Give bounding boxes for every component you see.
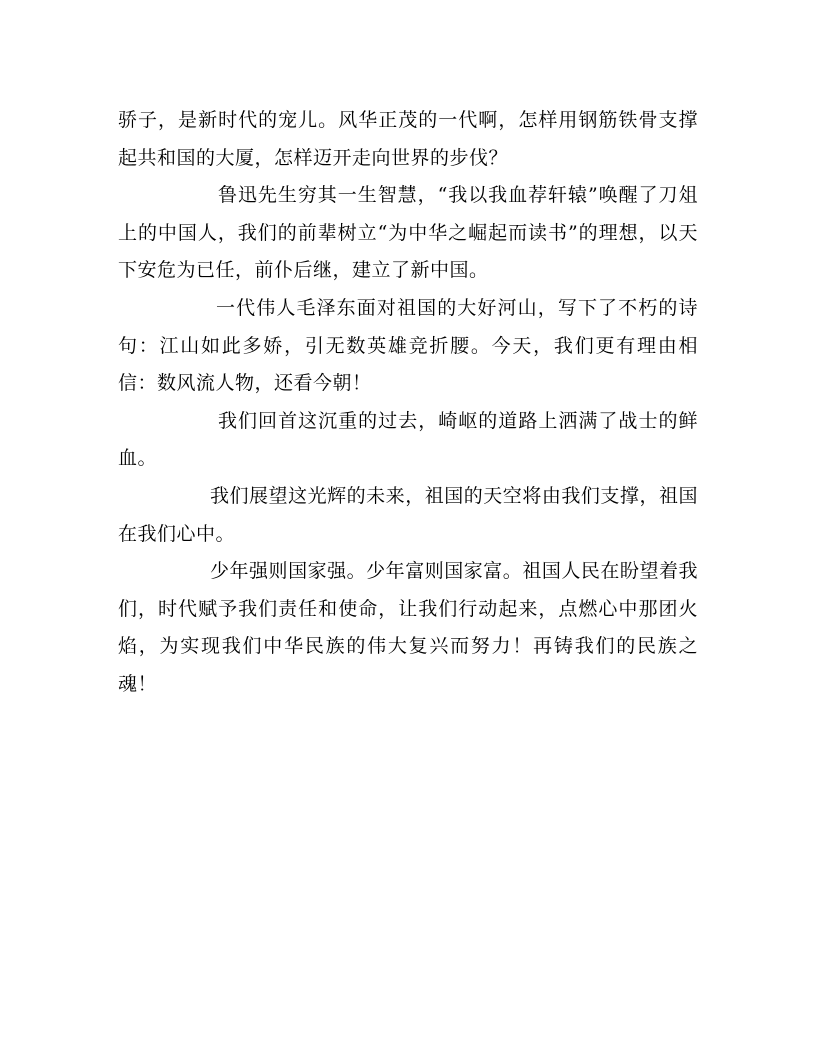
body-text — [118, 102, 698, 704]
paragraph-1: 骄子，是新时代的宠儿。风华正茂的一代啊，怎样用钢筋铁骨支撑起共和国的大厦，怎样迈开走向世界的步伐？ — [118, 109, 698, 169]
paragraph-5: 我们展望这光辉的未来，祖国的天空将由我们支撑，祖国在我们心中。 — [118, 484, 698, 545]
paragraph-3: 一代伟人毛泽东面对祖国的大好河山，写下了不朽的诗句：江山如此多娇，引无数英雄竞折腰。今天，我们更有理由相信：数风流人物，还看今朝！ — [118, 296, 698, 395]
paragraph-4: 我们回首这沉重的过去，崎岖的道路上洒满了战士的鲜血。 — [118, 409, 698, 470]
paragraph-6: 少年强则国家强。少年富则国家富。祖国人民在盼望着我们，时代赋予我们责任和使命，让我们行动起来，点燃心中那团火焰，为实现我们中华民族的伟大复兴而努力！再铸我们的民族之魂！ — [118, 560, 698, 695]
paragraph-2: 鲁迅先生穷其一生智慧，“我以我血荐轩辕”唤醒了刀俎上的中国人，我们的前辈树立“为中华之崛起而读书”的理想，以天下安危为已任，前仆后继，建立了新中国。 — [118, 184, 698, 282]
